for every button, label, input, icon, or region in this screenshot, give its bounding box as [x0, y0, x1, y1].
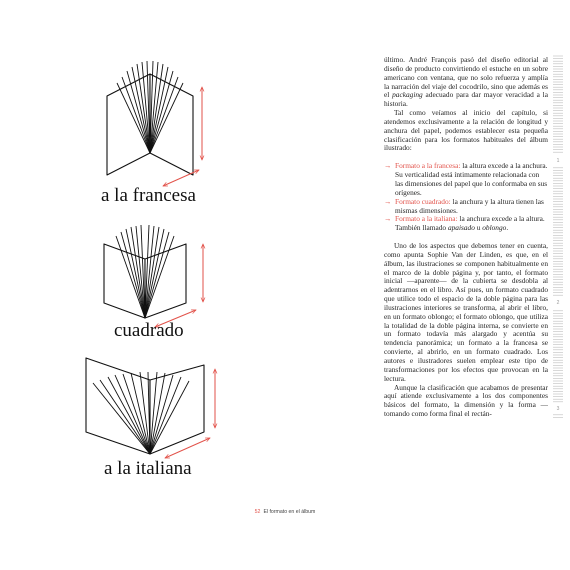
caption-a-la-italiana: a la italiana	[104, 458, 192, 479]
list-item-italiana: → Formato a la italiana: la anchura excede a la altura. También llamado apaisado u oblongo.	[384, 214, 545, 233]
wide-book-figure	[86, 358, 204, 454]
edge-index-ruler	[551, 54, 565, 422]
page-number: 52	[254, 509, 261, 515]
page-footer	[0, 509, 570, 515]
arrow-icon: →	[384, 214, 392, 224]
paragraph-1: último. André François pasó del diseño editorial al diseño de producto convirtiendo el estuche en un sobre americano con ventana, que no solo refuerza y amplía la narración del viaje del cocodrilo, sino que además es el packaging adecuado para dar mayor veracidad a la historia.	[384, 55, 548, 109]
paragraph-2: Tal como veíamos al inicio del capítulo, si atendemos exclusivamente a la relación de longitud y anchura del papel, podemos establecer esta pequeña clasificación para los formatos habituales del álbum ilustrado:	[384, 108, 548, 153]
square-book-figure	[104, 225, 186, 318]
list-item-francesa: → Formato a la francesa: la altura excede a la anchura. Su verticalidad está íntimamente relacionada con las dimensiones del papel que lo conformaba en sus orígenes.	[384, 161, 548, 197]
list-item-cuadrado: → Formato cuadrado: la anchura y la altura tienen las mismas dimensiones.	[384, 196, 544, 215]
tall-book-figure	[107, 61, 193, 175]
ruler-mark-1: 1	[556, 158, 560, 164]
arrow-icon: →	[384, 196, 392, 206]
running-title: El formato en el álbum	[263, 509, 316, 515]
body-text-column	[384, 56, 548, 419]
ruler-mark-3: 3	[556, 406, 560, 412]
caption-cuadrado: cuadrado	[114, 320, 184, 341]
paragraph-4: Aunque la clasificación que acabamos de presentar aquí atiende exclusivamente a los dos componentes básicos del formato, la dimensión y la forma —tomando como forma final el rectán-	[384, 382, 548, 419]
ruler-mark-2: 2	[556, 300, 560, 306]
caption-a-la-francesa: a la francesa	[101, 185, 196, 206]
arrow-icon: →	[384, 161, 392, 171]
paragraph-3: Uno de los aspectos que debemos tener en cuenta, como apunta Sophie Van der Linden, es que, en el álbum, las ilustraciones se componen habitualmente en el marco de la doble página y, por tanto, el formato inicial —aparente— de la cubierta se desdobla al adentrarnos en el libro. Así pues, un formato cuadrado que utilice todo el espacio de la doble página para las ilustraciones interiores se transforma, al abrir el libro, en un formato oblongo; el formato oblongo, que utiliza la totalidad de la doble página interna, se convierte en un formato todavía más alargado y acentúa su tendencia panorámica; un formato a la francesa se convierte, al abrirlo, en un formato cuadrado. Los autores e ilustradores suelen emplear este tipo de transformaciones por los efectos que provocan en la lectura.	[384, 241, 548, 383]
